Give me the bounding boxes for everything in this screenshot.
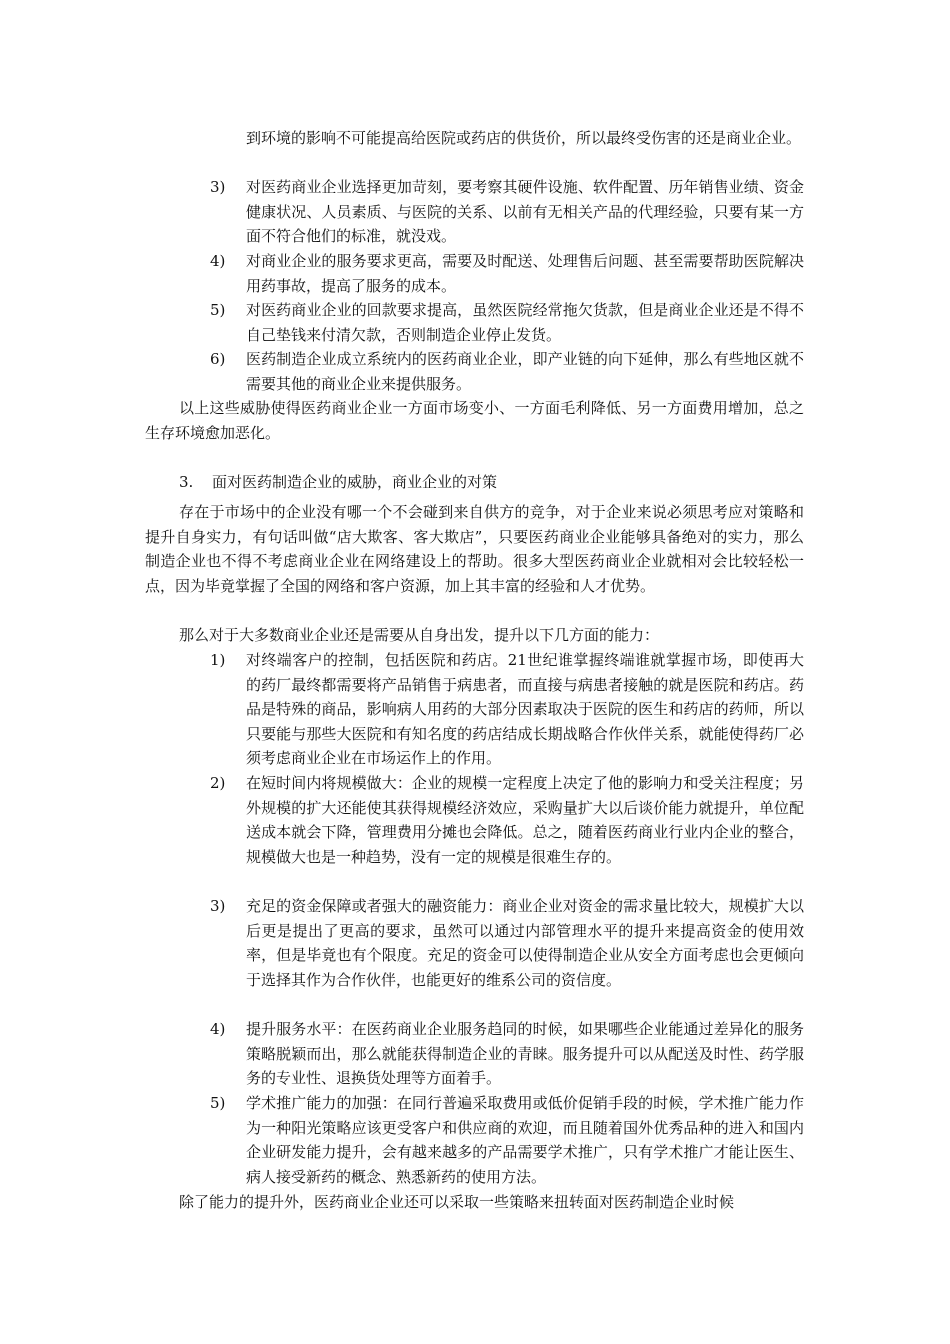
list-item-text: 学术推广能力的加强：在同行普遍采取费用或低价促销手段的时候，学术推广能力作为一种阳光策略应该更受客户和供应商的欢迎，而且随着国外优秀品种的进入和国内企业研发能力提升，会有越来越多的产品需要学术推广，只有学术推广才能让医生、病人接受新药的概念、熟悉新药的使用方法。 [246,1094,804,1186]
list-item-text: 医药制造企业成立系统内的医药商业企业，即产业链的向下延伸，那么有些地区就不需要其他的商业企业来提供服务。 [246,350,804,393]
section-heading-text: 面对医药制造企业的威胁，商业企业的对策 [212,473,498,491]
list-item-text: 对医药商业企业选择更加苛刻，要考察其硬件设施、软件配置、历年销售业绩、资金健康状况、人员素质、与医院的关系、以前有无相关产品的代理经验，只要有某一方面不符合他们的标准，就没戏。 [246,178,804,246]
closing-paragraph: 除了能力的提升外，医药商业企业还可以采取一些策略来扭转面对医药制造企业时候 [179,1193,735,1211]
list-item-number: 5) [210,1094,226,1112]
list-item-text: 对医药商业企业的回款要求提高，虽然医院经常拖欠货款，但是商业企业还是不得不自己垫钱来付清欠款，否则制造企业停止发货。 [246,301,804,344]
list-item-continuation: 到环境的影响不可能提高给医院或药店的供货价，所以最终受伤害的还是商业企业。 [246,129,802,147]
body-paragraph: 存在于市场中的企业没有哪一个不会碰到来自供方的竞争，对于企业来说必须思考应对策略和提升自身实力，有句话叫做“店大欺客、客大欺店”，只要医药商业企业能够具备绝对的实力，那么制造企业也不得不考虑商业企业在网络建设上的帮助。很多大型医药商业企业就相对会比较轻松一点，因为毕竟掌握了全国的网络和客户资源，加上其丰富的经验和人才优势。 [145,503,804,595]
list-item-number: 2) [210,774,226,792]
list-item-text: 提升服务水平：在医药商业企业服务趋同的时候，如果哪些企业能通过差异化的服务策略脱颖而出，那么就能获得制造企业的青睐。服务提升可以从配送及时性、药学服务的专业性、退换货处理等方面着手。 [246,1020,804,1088]
section-heading-number: 3. [179,473,194,491]
list-item-number: 4) [210,1020,226,1038]
summary-paragraph: 以上这些威胁使得医药商业企业一方面市场变小、一方面毛利降低、另一方面费用增加，总之生存环境愈加恶化。 [145,399,804,442]
list-item-text: 对商业企业的服务要求更高，需要及时配送、处理售后问题、甚至需要帮助医院解决用药事故，提高了服务的成本。 [246,252,804,295]
list-item-text: 充足的资金保障或者强大的融资能力：商业企业对资金的需求量比较大，规模扩大以后更是提出了更高的要求，虽然可以通过内部管理水平的提升来提高资金的使用效率，但是毕竟也有个限度。充足的资金可以使得制造企业从安全方面考虑也会更倾向于选择其作为合作伙伴，也能更好的维系公司的资信度。 [246,897,804,989]
section-heading [179,470,497,495]
list-item-text: 对终端客户的控制，包括医院和药店。21世纪谁掌握终端谁就掌握市场，即使再大的药厂最终都需要将产品销售于病患者，而直接与病患者接触的就是医院和药店。药品是特殊的商品，影响病人用药的大部分因素取决于医院的医生和药店的药师，所以只要能与那些大医院和有知名度的药店结成长期战略合作伙伴关系，就能使得药厂必须考虑商业企业在市场运作上的作用。 [246,651,804,768]
body-paragraph: 那么对于大多数商业企业还是需要从自身出发，提升以下几方面的能力： [179,626,660,644]
list-item-number: 3) [210,897,226,915]
list-item-text: 在短时间内将规模做大：企业的规模一定程度上决定了他的影响力和受关注程度；另外规模的扩大还能使其获得规模经济效应，采购量扩大以后谈价能力就提升，单位配送成本就会下降，管理费用分摊也会降低。总之，随着医药商业行业内企业的整合，规模做大也是一种趋势，没有一定的规模是很难生存的。 [246,774,804,866]
list-item-number: 1) [210,651,226,669]
list-item-number: 4) [210,252,226,270]
list-item-number: 3) [210,178,226,196]
list-item-number: 6) [210,350,226,368]
list-item-number: 5) [210,301,226,319]
